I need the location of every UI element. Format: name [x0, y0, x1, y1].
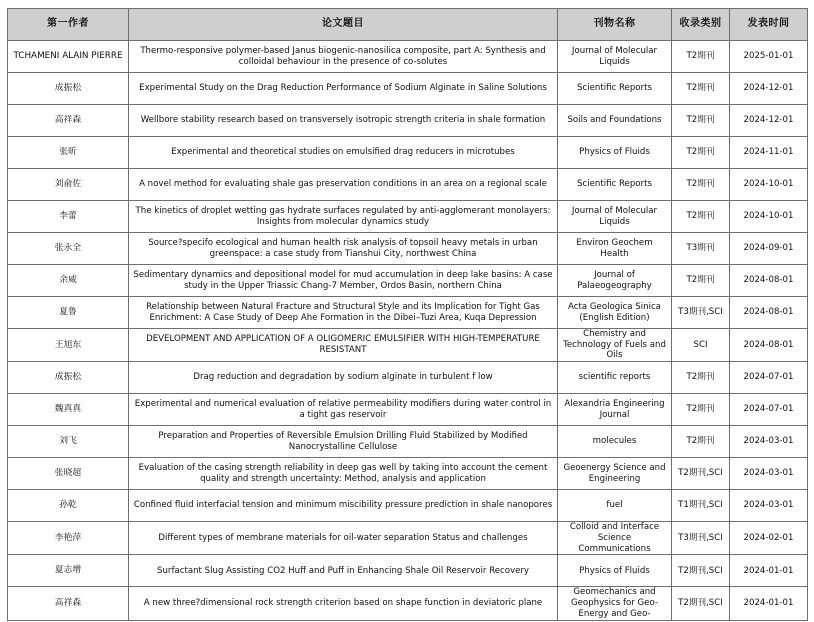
type-cell: T2期刊 — [672, 137, 730, 169]
title-cell: Different types of membrane materials for oil-water separation Status and challenges — [129, 522, 558, 555]
type-cell: T2期刊 — [672, 265, 730, 297]
author-cell: 张昕 — [8, 137, 129, 169]
journal-cell: Chemistry and Technology of Fuels and Oils — [558, 329, 672, 362]
type-cell: T2期刊 — [672, 169, 730, 201]
journal-cell: Physics of Fluids — [558, 137, 672, 169]
journal-cell: Soils and Foundations — [558, 105, 672, 137]
table-row — [8, 458, 808, 490]
type-cell: T2期刊,SCI — [672, 555, 730, 587]
author-cell: 余威 — [8, 265, 129, 297]
journal-cell: Physics of Fluids — [558, 555, 672, 587]
date-cell: 2024-10-01 — [730, 201, 808, 233]
table-row — [8, 490, 808, 522]
author-cell: 张晓超 — [8, 458, 129, 490]
author-cell: 成振松 — [8, 362, 129, 394]
author-cell: 刘俞佐 — [8, 169, 129, 201]
table-row — [8, 522, 808, 555]
date-cell: 2024-01-01 — [730, 587, 808, 620]
journal-cell: scientific reports — [558, 362, 672, 394]
author-cell: 刘飞 — [8, 426, 129, 458]
title-cell: Sedimentary dynamics and depositional model for mud accumulation in deep lake basins: A case study in the Upper Triassic Chang-7 Member, Ordos Basin, northern China — [129, 265, 558, 297]
journal-cell: Geomechanics and Geophysics for Geo-Energy and Geo- — [558, 587, 672, 620]
author-cell: 孙乾 — [8, 490, 129, 522]
header-date: 发表时间 — [730, 9, 808, 41]
type-cell: T2期刊,SCI — [672, 458, 730, 490]
date-cell: 2024-08-01 — [730, 265, 808, 297]
journal-cell: Scientific Reports — [558, 73, 672, 105]
author-cell: 高祥森 — [8, 105, 129, 137]
type-cell: T2期刊 — [672, 73, 730, 105]
title-cell: A new three?dimensional rock strength criterion based on shape function in deviatoric plane — [129, 587, 558, 620]
journal-cell: Journal of Molecular Liquids — [558, 41, 672, 73]
title-cell: Preparation and Properties of Reversible Emulsion Drilling Fluid Stabilized by Modified Nanocrystalline Cellulose — [129, 426, 558, 458]
type-cell: T1期刊,SCI — [672, 490, 730, 522]
type-cell: T3期刊 — [672, 233, 730, 265]
journal-cell: Colloid and Interface Science Communications — [558, 522, 672, 555]
table-row — [8, 169, 808, 201]
date-cell: 2024-08-01 — [730, 329, 808, 362]
journal-cell: molecules — [558, 426, 672, 458]
header-title: 论文题目 — [129, 9, 558, 41]
title-cell: Experimental and theoretical studies on emulsified drag reducers in microtubes — [129, 137, 558, 169]
type-cell: T2期刊 — [672, 426, 730, 458]
title-cell: The kinetics of droplet wetting gas hydrate surfaces regulated by anti-agglomerant monolayers: Insights from molecular dynamics study — [129, 201, 558, 233]
date-cell: 2024-01-01 — [730, 555, 808, 587]
header-author: 第一作者 — [8, 9, 129, 41]
title-cell: Experimental Study on the Drag Reduction Performance of Sodium Alginate in Saline Solutions — [129, 73, 558, 105]
table-row — [8, 201, 808, 233]
date-cell: 2024-07-01 — [730, 362, 808, 394]
journal-cell: fuel — [558, 490, 672, 522]
title-cell: Surfactant Slug Assisting CO2 Huff and Puff in Enhancing Shale Oil Reservoir Recovery — [129, 555, 558, 587]
date-cell: 2024-07-01 — [730, 394, 808, 426]
table-row — [8, 297, 808, 329]
date-cell: 2024-10-01 — [730, 169, 808, 201]
title-cell: Confined fluid interfacial tension and minimum miscibility pressure prediction in shale nanopores — [129, 490, 558, 522]
type-cell: T3期刊,SCI — [672, 297, 730, 329]
journal-cell: Scientific Reports — [558, 169, 672, 201]
date-cell: 2024-02-01 — [730, 522, 808, 555]
publications-table — [7, 8, 808, 621]
journal-cell: Acta Geologica Sinica (English Edition) — [558, 297, 672, 329]
title-cell: Drag reduction and degradation by sodium alginate in turbulent f low — [129, 362, 558, 394]
journal-cell: Alexandria Engineering Journal — [558, 394, 672, 426]
table-row — [8, 555, 808, 587]
date-cell: 2025-01-01 — [730, 41, 808, 73]
table-row — [8, 329, 808, 362]
author-cell: 张永全 — [8, 233, 129, 265]
table-row — [8, 233, 808, 265]
table-row — [8, 394, 808, 426]
date-cell: 2024-12-01 — [730, 73, 808, 105]
header-journal: 刊物名称 — [558, 9, 672, 41]
date-cell: 2024-09-01 — [730, 233, 808, 265]
title-cell: DEVELOPMENT AND APPLICATION OF A OLIGOMERIC EMULSIFIER WITH HIGH-TEMPERATURE RESISTANT — [129, 329, 558, 362]
journal-cell: Environ Geochem Health — [558, 233, 672, 265]
header-row — [8, 9, 808, 41]
title-cell: A novel method for evaluating shale gas preservation conditions in an area on a regional scale — [129, 169, 558, 201]
journal-cell: Geoenergy Science and Engineering — [558, 458, 672, 490]
author-cell: 李蕾 — [8, 201, 129, 233]
table-row — [8, 587, 808, 620]
header-type: 收录类别 — [672, 9, 730, 41]
date-cell: 2024-03-01 — [730, 426, 808, 458]
type-cell: T2期刊 — [672, 105, 730, 137]
date-cell: 2024-08-01 — [730, 297, 808, 329]
title-cell: Relationship between Natural Fracture and Structural Style and its Implication for Tight Gas Enrichment: A Case Study of Deep Ahe Formation in the Dibei–Tuzi Area, Kuqa Depression — [129, 297, 558, 329]
table-row — [8, 362, 808, 394]
title-cell: Evaluation of the casing strength reliability in deep gas well by taking into account the cement quality and strength uncertainty: Method, analysis and application — [129, 458, 558, 490]
date-cell: 2024-12-01 — [730, 105, 808, 137]
author-cell: TCHAMENI ALAIN PIERRE — [8, 41, 129, 73]
type-cell: T2期刊 — [672, 362, 730, 394]
author-cell: 魏真真 — [8, 394, 129, 426]
type-cell: T2期刊 — [672, 201, 730, 233]
author-cell: 夏志增 — [8, 555, 129, 587]
author-cell: 李艳萍 — [8, 522, 129, 555]
table-row — [8, 73, 808, 105]
type-cell: T3期刊,SCI — [672, 522, 730, 555]
author-cell: 王旭东 — [8, 329, 129, 362]
table-row — [8, 426, 808, 458]
type-cell: T2期刊 — [672, 394, 730, 426]
type-cell: T2期刊,SCI — [672, 587, 730, 620]
author-cell: 夏鲁 — [8, 297, 129, 329]
table-row — [8, 265, 808, 297]
title-cell: Wellbore stability research based on transversely isotropic strength criteria in shale formation — [129, 105, 558, 137]
journal-cell: Journal of Molecular Liquids — [558, 201, 672, 233]
type-cell: SCI — [672, 329, 730, 362]
author-cell: 高祥森 — [8, 587, 129, 620]
title-cell: Thermo-responsive polymer-based Janus biogenic-nanosilica composite, part A: Synthesis and colloidal behaviour in the presence of co-solutes — [129, 41, 558, 73]
date-cell: 2024-11-01 — [730, 137, 808, 169]
author-cell: 成振松 — [8, 73, 129, 105]
date-cell: 2024-03-01 — [730, 490, 808, 522]
date-cell: 2024-03-01 — [730, 458, 808, 490]
title-cell: Experimental and numerical evaluation of relative permeability modifiers during water control in a tight gas reservoir — [129, 394, 558, 426]
table-row — [8, 105, 808, 137]
table-row — [8, 41, 808, 73]
table-row — [8, 137, 808, 169]
title-cell: Source?specifo ecological and human health risk analysis of topsoil heavy metals in urban greenspace: a case study from Tianshui City, northwest China — [129, 233, 558, 265]
journal-cell: Journal of Palaeogeography — [558, 265, 672, 297]
type-cell: T2期刊 — [672, 41, 730, 73]
